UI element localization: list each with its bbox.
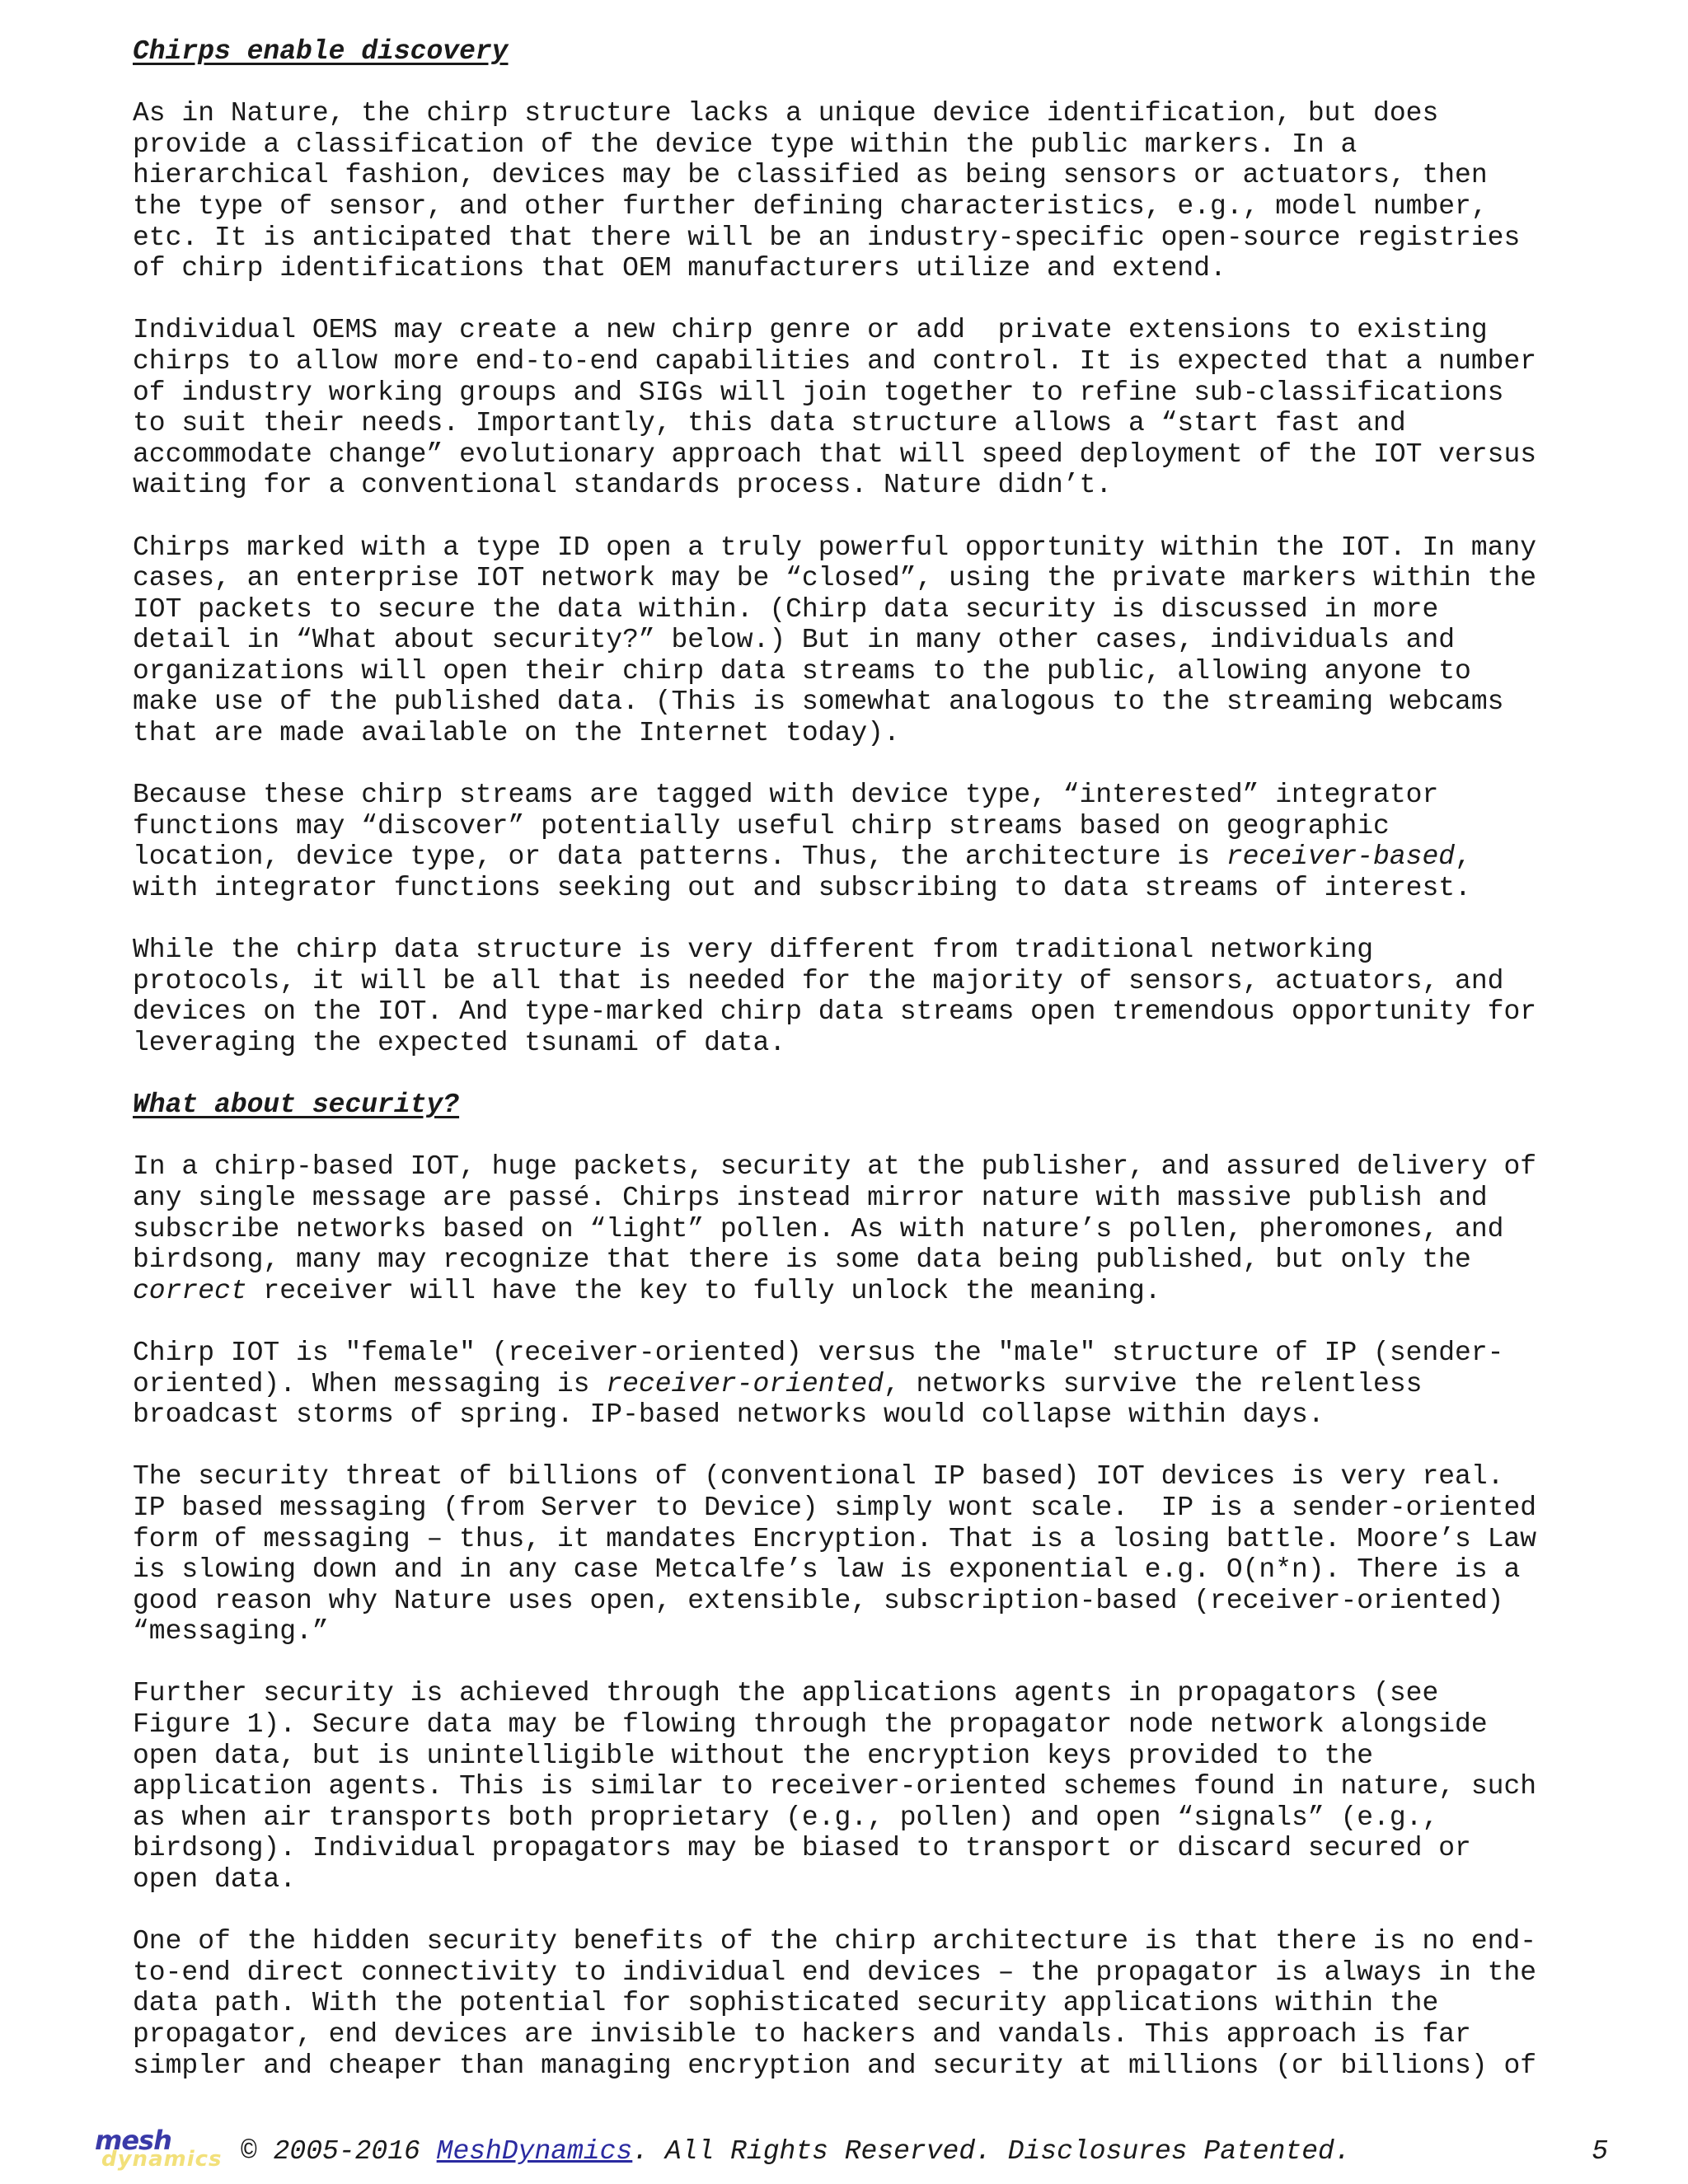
paragraph-4-text-b: , with integrator functions seeking out and subscribing to data streams of interest.	[133, 841, 1471, 904]
paragraph-2: Individual OEMS may create a new chirp genre or add private extensions to existing chirps to allow more end-to-end capabilities and control. It is expected that a number of industry working groups and SIGs will join together to refine sub-classifications to suit their needs. Importantly, this data structure allows a “start fast and accommodate change” evolutionary approach that will speed deployment of the IOT versus waiting for a conventional standards process. Nature didn’t.	[133, 315, 1537, 501]
paragraph-8: The security threat of billions of (conventional IP based) IOT devices is very real. IP based messaging (from Server to Device) simply wont scale. IP is a sender-oriented form of messaging – thus, it mandates Encryption. That is a losing battle. Moore’s Law is slowing down and in any case Metcalfe’s law is exponential e.g. O(n*n). There is a good reason why Nature uses open, extensible, subscription-based (receiver-oriented) “messaging.”	[133, 1461, 1537, 1647]
paragraph-5: While the chirp data structure is very different from traditional networking protocols, it will be all that is needed for the majority of sensors, actuators, and devices on the IOT. And type-marked chirp data streams open tremendous opportunity for leveraging the expected tsunami of data.	[133, 935, 1537, 1058]
document-body	[133, 36, 1550, 2081]
paragraph-7-text-a: Chirp IOT is "female" (receiver-oriented) versus the "male" structure of IP (sender- oriented). When messaging is	[133, 1337, 1504, 1399]
section-heading-discovery: Chirps enable discovery	[133, 36, 509, 67]
paragraph-6	[133, 1151, 1550, 1306]
paragraph-3: Chirps marked with a type ID open a truly powerful opportunity within the IOT. In many cases, an enterprise IOT network may be “closed”, using the private markers within the IOT packets to secure the data within. (Chirp data security is discussed in more detail in “What about security?” below.) But in many other cases, individuals and organizations will open their chirp data streams to the public, allowing anyone to make use of the published data. (This is somewhat analogous to the streaming webcams that are made available on the Internet today).	[133, 532, 1537, 749]
meshdynamics-link[interactable]: MeshDynamics	[436, 2136, 633, 2167]
copyright-prefix: © 2005-2016	[241, 2136, 437, 2167]
paragraph-7	[133, 1338, 1550, 1431]
logo-text-top: mesh	[95, 2125, 171, 2156]
logo-text-bottom: dynamics	[101, 2147, 223, 2172]
meshdynamics-logo	[93, 2125, 223, 2172]
page-footer	[93, 2125, 1618, 2172]
paragraph-9: Further security is achieved through the applications agents in propagators (see Figure 1). Secure data may be flowing through the propagator node network alongside open data, but is unintelligible without the encryption keys provided to the application agents. This is similar to receiver-oriented schemes found in nature, such as when air transports both proprietary (e.g., pollen) and open “signals” (e.g., birdsong). Individual propagators may be biased to transport or discard secured or open data.	[133, 1678, 1537, 1896]
paragraph-4-emphasis: receiver-based	[1226, 841, 1456, 873]
paragraph-6-text-a: In a chirp-based IOT, huge packets, security at the publisher, and assured delivery of any single message are passé. Chirps instead mirror nature with massive publish and subscribe networks based on “light” pollen. As with nature’s pollen, pheromones, and birdsong, many may recognize that there is some data being published, but only the	[133, 1151, 1537, 1276]
copyright-notice	[241, 2136, 1351, 2167]
section-heading-security: What about security?	[133, 1090, 460, 1121]
paragraph-7-text-b: , networks survive the relentless broadcast storms of spring. IP-based networks would collapse within days.	[133, 1368, 1423, 1431]
page-number: 5	[1592, 2136, 1608, 2167]
paragraph-4-text-a: Because these chirp streams are tagged with device type, “interested” integrator functions may “discover” potentially useful chirp streams based on geographic location, device type, or data patterns. Thus, the architecture is	[133, 780, 1439, 873]
paragraph-10: One of the hidden security benefits of the chirp architecture is that there is no end- to-end direct connectivity to individual end devices – the propagator is always in the data path. With the potential for sophisticated security applications within the propagator, end devices are invisible to hackers and vandals. This approach is far simpler and cheaper than managing encryption and security at millions (or billions) of	[133, 1926, 1537, 2081]
paragraph-6-text-b: receiver will have the key to fully unlock the meaning.	[246, 1275, 1161, 1306]
paragraph-4	[133, 780, 1550, 903]
paragraph-6-emphasis: correct	[133, 1275, 247, 1306]
paragraph-7-emphasis: receiver-oriented	[606, 1368, 884, 1399]
copyright-suffix: . All Rights Reserved. Disclosures Patented.	[632, 2136, 1351, 2167]
paragraph-1: As in Nature, the chirp structure lacks a unique device identification, but does provide a classification of the device type within the public markers. In a hierarchical fashion, devices may be classified as being sensors or actuators, then the type of sensor, and other further defining characteristics, e.g., model number, etc. It is anticipated that there will be an industry-specific open-source registries of chirp identifications that OEM manufacturers utilize and extend.	[133, 98, 1521, 284]
